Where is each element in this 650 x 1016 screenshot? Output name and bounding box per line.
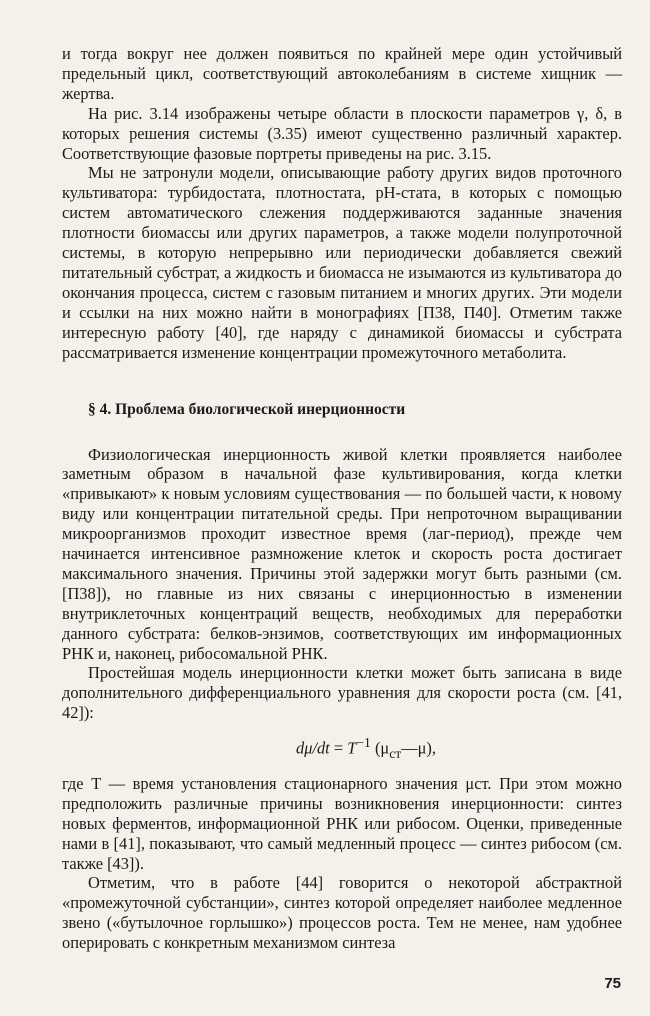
equation-power: −1 [356,735,371,751]
equation-rest: —μ), [401,738,436,758]
equation-sub: ст [389,745,402,761]
equation-equals: = [329,738,348,758]
paragraph-top-1: и тогда вокруг нее должен появиться по крайней мере один устойчивый предельный цикл, соответствующий автоколебаниям в системе хищник — жертва. [62,44,622,103]
paragraph-mid-2: Простейшая модель инерционности клетки может быть записана в виде дополнительного дифференциального уравнения для скорости роста (см. [41, 42]): [62,663,622,723]
page-number: 75 [604,975,621,992]
paragraph-mid-1: Физиологическая инерционность живой клетки проявляется наиболее заметным образом в начальной фазе культивирования, когда клетки «привыкают» к новым условиям существования — по большей части, к новому виду или концентрации питательной среды. При непроточном выращивании микроорганизмов проходит известное время (лаг-период), прежде чем начинается интенсивное размножение клеток и скорость роста достигает максимального значения. Причины этой задержки могут быть разными (см. [П38]), но главные из них связаны с инерционностью в изменении внутриклеточных концентраций веществ, необходимых для переработки данного субстрата: белков-энзимов, соответствующих им информационных РНК и, наконец, рибосомальной РНК. [62,444,622,663]
paragraph-bottom-1: где T — время установления стационарного значения μст. При этом можно предположить различные причины возникновения инерционности: синтез новых ферментов, информационной РНК или рибосом. Оценки, приведенные нами в [41], показывают, что самый медленный процесс — синтез рибосом (см. также [43]). [62,773,622,873]
paragraph-top-2: На рис. 3.14 изображены четыре области в плоскости параметров γ, δ, в которых решения системы (3.35) имеют существенно различный характер. Соответствующие фазовые портреты приведены на рис. 3.15. [62,103,622,163]
equation-open: (μ [370,738,390,758]
paragraph-top-3: Мы не затронули модели, описывающие работу других видов проточного культиватора: турбидостата, плотностата, pH-стата, в которых с помощью систем автоматического слежения поддерживаются заданные значения плотности биомассы или других параметров, а также модели полупроточной системы, в которую непрерывно или периодически добавляется свежий питательный субстрат, а жидкость и биомасса не изымаются из культиватора до окончания процесса, систем с газовым питанием и многих других. Эти модели и ссылки на них можно найти в монографиях [П38, П40]. Отметим также интересную работу [40], где наряду с динамикой биомассы и субстрата рассматривается изменение концентрации промежуточного метаболита. [62,163,622,362]
section-heading: § 4. Проблема биологической инерционности [88,400,406,418]
growth-rate-equation [62,731,622,766]
equation-T: T [347,738,357,758]
paragraph-bottom-2: Отметим, что в работе [44] говорится о некоторой абстрактной «промежуточной субстанции», синтез которой определяет наиболее медленное звено («бутылочное горлышко») процессов роста. Тем не менее, нам удобнее оперировать с конкретным механизмом синтеза [62,873,622,953]
equation-lhs: dμ/dt [296,738,330,758]
